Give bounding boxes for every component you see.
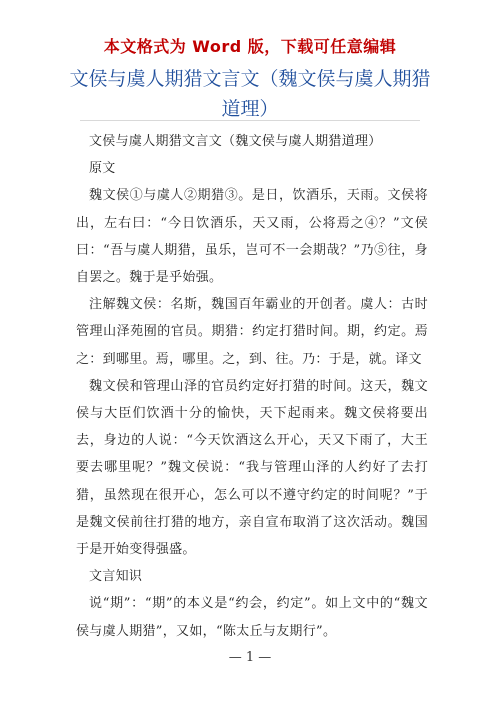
translation-paragraph: 魏文侯和管理山泽的官员约定好打猎的时间。这天，魏文侯与大臣们饮酒十分的愉快，天下起雨来。魏文侯将要出去，身边的人说：“今天饮酒这么开心，天又下雨了，大王要去哪里呢？”魏文侯说：“我与管理山泽的人约好了去打猎，虽然现在很开心，怎么可以不遵守约定的时间呢？”于是魏文侯前往打猎的地方，亲自宣布取消了这次活动。魏国于是开始变得强盛。 [76, 378, 428, 558]
page-number: — 1 — [228, 650, 272, 665]
download-notice-banner: 本文格式为 Word 版，下载可任意编辑 [103, 37, 397, 56]
knowledge-paragraph: 说“期”：“期”的本义是“约会，约定”。如上文中的“魏文侯与虞人期猎”，又如，“陈太丘与友期行”。 [76, 596, 428, 639]
article-body [76, 128, 428, 645]
article-heading-line: 文侯与虞人期猎文言文（魏文侯与虞人期猎道理） [89, 134, 382, 149]
original-text-paragraph: 魏文侯①与虞人②期猎③。是日，饮酒乐，天雨。文侯将出，左右曰：“今日饮酒乐，天又雨，公将焉之④？”文侯曰：“吾与虞人期猎，虽乐，岂可不一会期哉？”乃⑤往，身自罢之。魏于是乎始强。 [76, 188, 428, 286]
annotation-paragraph: 注解魏文侯：名斯，魏国百年霸业的开创者。虞人：古时管理山泽苑囿的官员。期猎：约定打猎时间。期，约定。焉之：到哪里。焉，哪里。之，到、往。乃：于是，就。译文 [76, 297, 428, 367]
title-divider [80, 120, 420, 121]
section-heading-knowledge: 文言知识 [89, 569, 143, 585]
document-title: 文侯与虞人期猎文言文（魏文侯与虞人期猎道理） [69, 68, 431, 120]
section-heading-original: 原文 [89, 161, 116, 177]
